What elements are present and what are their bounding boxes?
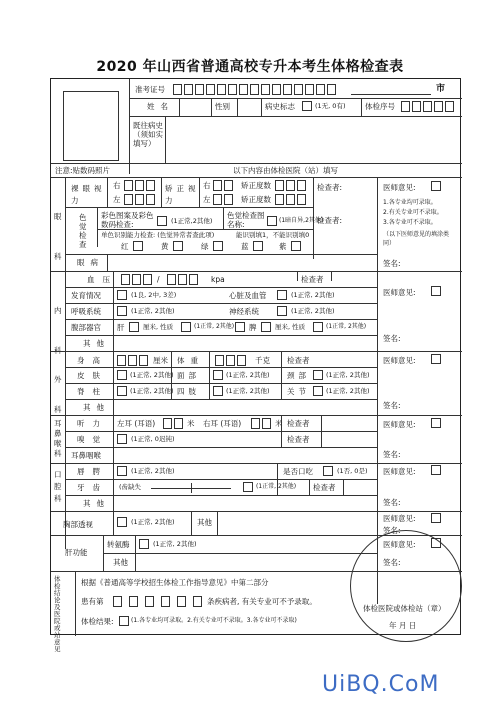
liver-organ-label: 肝 (117, 323, 125, 332)
stutter-hint: (1否, 0是) (337, 467, 368, 475)
city-suffix: 市 (436, 84, 446, 94)
eye-signature: 签名: (383, 259, 401, 268)
eye-opinion-note-3: 3.各专业可不录取。 (383, 219, 437, 226)
oral-doctor-opinion: 医师意见: (383, 467, 416, 476)
smell-box[interactable] (117, 434, 127, 444)
ent-disease-label: 耳鼻咽喉 (71, 451, 101, 460)
stutter-label: 是否口吃 (283, 467, 313, 476)
ent-doctor-opinion: 医师意见: (383, 420, 416, 429)
color-red: 红 (121, 242, 129, 251)
past-history-field[interactable] (166, 117, 461, 162)
development-label: 发育情况 (71, 291, 101, 300)
corr-degree-right: 矫正度数 (241, 181, 271, 190)
ent-signature: 签名: (383, 450, 401, 459)
color-item-1-box[interactable] (157, 216, 167, 226)
skin-hint: (1正常, 2其他) (130, 371, 174, 379)
spine-hint: (1正常, 2其他) (130, 387, 174, 395)
lips-label: 唇腭 (77, 467, 108, 476)
liver-signature: 签名: (383, 558, 401, 567)
surgery-examiner-label: 检查者 (287, 356, 310, 365)
liver-other-label: 其他 (113, 558, 128, 567)
alt-box[interactable] (139, 539, 149, 549)
eye-side-label: 眼科 (54, 212, 62, 261)
surgery-side-label: 外科 (54, 375, 62, 414)
liver-size-label: 厘米, 性质 (143, 323, 174, 331)
smell-examiner-label: 检查者 (287, 435, 310, 444)
ent-opinion-box[interactable] (431, 418, 441, 428)
can-identify-label: 能识别填1，不能识别填0 (236, 231, 310, 239)
ent-side-label: 耳鼻喉科 (54, 419, 62, 458)
history-flag-label: 病史标志 (265, 102, 295, 111)
left-ear-label: 左耳 (耳语) (117, 419, 156, 428)
chest-hint: (1正常, 2其他) (131, 518, 175, 526)
result-hint: (1.各专业均可录取。2.有关专业可不录取。3.各专业可不录取) (131, 617, 297, 624)
limbs-label: 四肢 (177, 387, 200, 396)
color-yellow-box[interactable] (173, 241, 183, 251)
history-flag-hint: (1无, 0有) (315, 102, 346, 110)
respiratory-label: 呼吸系统 (71, 307, 101, 316)
chest-box[interactable] (117, 517, 127, 527)
nervous-hint: (1正常, 2其他) (291, 307, 335, 315)
height-unit: 厘米 (153, 356, 168, 365)
exam-no-label: 体检序号 (365, 102, 395, 111)
respiratory-box[interactable] (117, 306, 127, 316)
color-vision-label: 色觉检查 (79, 213, 87, 249)
result-label: 体检结果: (81, 617, 114, 626)
oral-opinion-box[interactable] (431, 465, 441, 475)
ticket-label: 准考证号 (135, 85, 165, 94)
color-yellow: 黄 (161, 242, 169, 251)
liver-texture-box[interactable] (181, 322, 191, 332)
gender-label: 性别 (215, 102, 230, 111)
conclusion-side-label: 体检结论及医院或站意见 (54, 575, 61, 653)
eye-opinion-note-4: （以下医师意见的填涂类同） (383, 231, 450, 247)
oral-signature: 签名: (383, 498, 401, 507)
internal-side-label: 内科 (54, 306, 62, 355)
limbs-hint: (1正常, 2其他) (226, 387, 270, 395)
neck-label: 颈部 (287, 371, 310, 380)
form-title: 2020 年山西省普通高校专升本考生体格检查表 (96, 59, 404, 75)
naked-right-label: 右 (113, 181, 121, 190)
development-box[interactable] (117, 290, 127, 300)
internal-doctor-opinion: 医师意见: (383, 288, 416, 297)
chest-doctor-opinion: 医师意见: (383, 514, 416, 523)
color-red-box[interactable] (133, 241, 143, 251)
eye-examiner-label: 检查者: (317, 183, 343, 192)
liver-doctor-opinion: 医师意见: (383, 540, 416, 549)
conclusion-basis: 根据《普通高等学校招生体检工作指导意见》中第二部分 (81, 578, 269, 587)
alt-hint: (1正常, 2其他) (153, 540, 197, 548)
weight-label: 体重 (177, 356, 204, 365)
color-item-1: 彩色图案及彩色数码检查: (101, 211, 154, 229)
abdomen-label: 腹部器官 (71, 323, 101, 332)
weight-unit: 千克 (255, 356, 270, 365)
spleen-hint: (1正常, 2其他) (326, 323, 367, 330)
skin-label: 皮肤 (77, 371, 108, 380)
hearing-label: 听力 (77, 419, 108, 428)
watermark: UiBQ.CoM (322, 672, 440, 697)
color-purple-box[interactable] (291, 241, 301, 251)
name-label: 姓名 (147, 102, 174, 111)
spine-box[interactable] (117, 386, 127, 396)
surgery-doctor-opinion: 医师意见: (383, 356, 416, 365)
nervous-label: 神经系统 (229, 307, 259, 316)
face-hint: (1正常, 2其他) (226, 371, 270, 379)
naked-vision-label: 裸眼视力 (71, 184, 106, 205)
face-label: 面部 (177, 371, 200, 380)
color-item-1-hint: (1正常,2其他) (171, 217, 213, 225)
eye-opinion-note-1: 1.各专业均可录取。 (383, 199, 437, 206)
chest-signature: 签名: (383, 526, 401, 535)
spleen-size-label: 厘米, 性质 (275, 323, 306, 331)
corrected-vision-label: 矫正视力 (165, 184, 200, 205)
history-flag-box[interactable] (302, 101, 312, 111)
spine-label: 脊柱 (77, 387, 108, 396)
photo-box[interactable] (63, 91, 119, 161)
development-hint: (1良, 2中, 3差) (131, 291, 177, 299)
eye-opinion-box[interactable] (431, 181, 441, 191)
teeth-box[interactable] (243, 482, 253, 492)
surgery-opinion-box[interactable] (431, 354, 441, 364)
stamp-label: 体检医院或体检站（章） (363, 604, 446, 613)
color-item-2: 色觉检查图名称: (227, 211, 265, 229)
oral-examiner-label: 检查者 (313, 483, 336, 492)
heart-box[interactable] (277, 290, 287, 300)
bp-slash: / (157, 275, 160, 284)
joints-label: 关节 (287, 387, 310, 396)
left-ear-unit: 米 (187, 419, 195, 428)
chest-other-label: 其他 (197, 518, 212, 527)
eye-disease-label: 眼病 (77, 258, 104, 267)
respiratory-hint: (1正常, 2其他) (131, 307, 175, 315)
joints-hint: (1正常, 2其他) (326, 387, 370, 395)
heart-label: 心脏及血管 (229, 291, 267, 300)
spleen-label: 脾 (249, 323, 257, 332)
right-ear-unit: 米 (275, 419, 283, 428)
past-history-label: 既往病史（须如实填写） (133, 121, 163, 148)
bp-label: 血压 (87, 275, 118, 284)
color-item-2-hint: (1暗自异,2其他) (279, 217, 324, 224)
height-label: 身高 (77, 356, 108, 365)
oral-other-label: 其他 (83, 499, 110, 508)
naked-left-label: 左 (113, 195, 121, 204)
alt-label: 转氨酶 (107, 540, 130, 549)
teeth-label: 牙齿 (77, 483, 108, 492)
lips-hint: (1正常, 2其他) (131, 467, 175, 475)
eye-doctor-opinion: 医师意见: (383, 183, 416, 192)
photo-note: 注意:贴数码照片 (55, 166, 111, 175)
stamp-circle (350, 530, 462, 642)
liver-size-box[interactable] (129, 322, 139, 332)
stamp-date: 年 月 日 (389, 621, 417, 630)
liver-hint: (1正常, 2其他) (194, 323, 235, 330)
corr-degree-left: 矫正度数 (241, 195, 271, 204)
color-blue: 蓝 (241, 242, 249, 251)
hospital-filled-note: 以下内容由体检医院（站）填写 (233, 166, 338, 175)
single-color-label: 单色识别能力检查: (色觉异常者查此项) (101, 231, 215, 239)
smell-hint: (1正常, 0迟钝) (131, 435, 175, 443)
internal-signature: 签名: (383, 334, 401, 343)
neck-box[interactable] (313, 370, 323, 380)
disease-prefix: 患有第 (81, 597, 104, 606)
chest-opinion-box[interactable] (431, 513, 441, 523)
eye-opinion-note-2: 2.有关专业可不录取。 (383, 209, 443, 216)
right-ear-label: 右耳 (耳语) (203, 419, 242, 428)
color-blue-box[interactable] (253, 241, 263, 251)
heart-hint: (1正常, 2其他) (291, 291, 335, 299)
color-purple: 紫 (279, 242, 287, 251)
surgery-other-label: 其他 (83, 403, 110, 412)
lips-box[interactable] (117, 466, 127, 476)
color-item-2-box[interactable] (267, 216, 277, 226)
smell-label: 嗅觉 (77, 435, 108, 444)
surgery-signature: 签名: (383, 401, 401, 410)
color-green-box[interactable] (213, 241, 223, 251)
chest-label: 胸部透视 (63, 520, 93, 529)
bp-unit: kpa (211, 275, 225, 284)
skin-box[interactable] (117, 370, 127, 380)
liver-function-label: 肝功能 (65, 548, 88, 557)
internal-other-label: 其他 (83, 339, 110, 348)
color-green: 绿 (201, 242, 209, 251)
internal-opinion-box[interactable] (431, 286, 441, 296)
face-box[interactable] (213, 370, 223, 380)
teeth-missing-label: (齿缺失 (119, 483, 142, 491)
hearing-examiner-label: 检查者 (287, 419, 310, 428)
stutter-box[interactable] (323, 466, 333, 476)
eye-examiner-label-2: 检查者: (317, 216, 343, 225)
spleen-texture-box[interactable] (313, 322, 323, 332)
spleen-size-box[interactable] (261, 322, 271, 332)
limbs-box[interactable] (213, 386, 223, 396)
result-box[interactable] (119, 616, 129, 626)
disease-suffix: 条疾病者, 有关专业可不予录取。 (207, 597, 317, 606)
oral-side-label: 口腔科 (54, 470, 62, 503)
nervous-box[interactable] (277, 306, 287, 316)
neck-hint: (1正常, 2其他) (326, 371, 370, 379)
liver-extra-box[interactable] (235, 322, 245, 332)
corr-right-label: 右 (203, 181, 211, 190)
teeth-hint: (1正常, 2其他) (256, 483, 297, 490)
internal-examiner-label: 检查者 (301, 275, 324, 284)
corr-left-label: 左 (203, 195, 211, 204)
joints-box[interactable] (313, 386, 323, 396)
